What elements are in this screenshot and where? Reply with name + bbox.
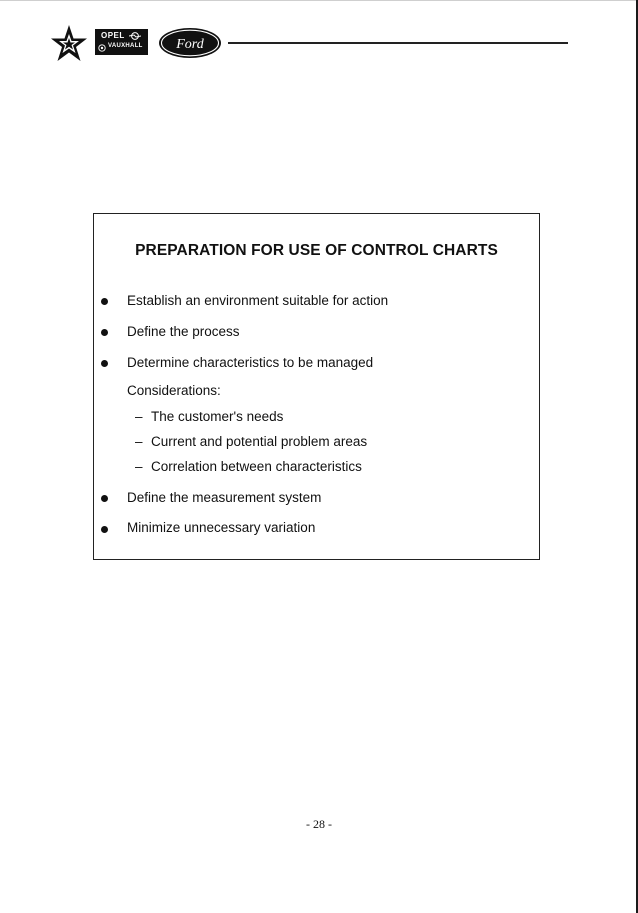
list-item-minimize-variation: Minimize unnecessary variation — [127, 520, 316, 535]
content-box — [93, 213, 540, 560]
vauxhall-label: VAUXHALL — [108, 43, 143, 49]
list-item-environment: Establish an environment suitable for action — [127, 293, 389, 308]
dash-marker: – — [135, 434, 143, 449]
list-item-measurement-system: Define the measurement system — [127, 490, 322, 505]
ford-oval-logo — [158, 27, 222, 59]
opel-label: OPEL — [101, 31, 125, 40]
page-top-edge — [0, 0, 638, 1]
list-item-define-process: Define the process — [127, 324, 240, 339]
opel-vauxhall-logo — [95, 29, 148, 55]
box-title: PREPARATION FOR USE OF CONTROL CHARTS — [135, 242, 498, 259]
vauxhall-griffin-icon — [98, 44, 106, 52]
header — [50, 24, 570, 64]
opel-blitz-icon — [129, 32, 141, 40]
dash-marker: – — [135, 459, 143, 474]
chrysler-pentastar-icon — [50, 24, 88, 62]
consideration-customer-needs: The customer's needs — [151, 409, 284, 424]
bullet-icon — [101, 495, 108, 502]
page-number: - 28 - — [306, 817, 332, 831]
consideration-problem-areas: Current and potential problem areas — [151, 434, 368, 449]
bullet-icon — [101, 360, 108, 367]
bullet-icon — [101, 329, 108, 336]
consideration-correlation: Correlation between characteristics — [151, 459, 362, 474]
bullet-icon — [101, 298, 108, 305]
considerations-label: Considerations: — [127, 383, 221, 398]
header-rule — [228, 42, 568, 44]
bullet-icon — [101, 526, 108, 533]
ford-label: Ford — [176, 37, 204, 52]
list-item-characteristics: Determine characteristics to be managed — [127, 355, 374, 370]
dash-marker: – — [135, 409, 143, 424]
